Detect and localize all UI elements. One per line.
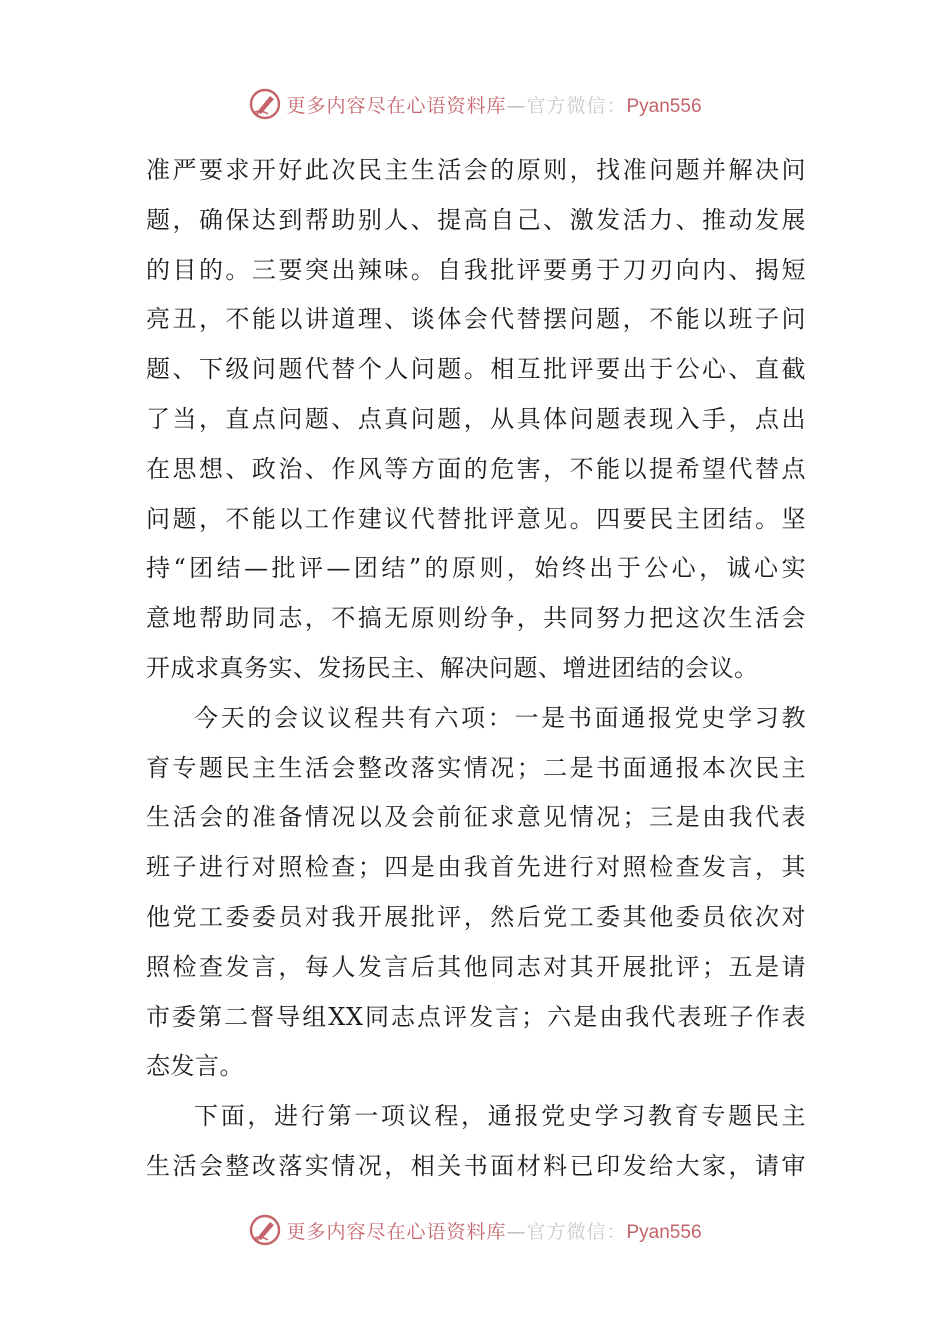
document-body xyxy=(146,146,806,1192)
text-line: 在思想、政治、作风等方面的危害，不能以提希望代替点 xyxy=(146,454,806,483)
watermark-text xyxy=(286,91,701,118)
text-line: 意地帮助同志，不搞无原则纷争，共同努力把这次生活会 xyxy=(146,604,806,633)
text-line: 的目的。三要突出辣味。自我批评要勇于刀刃向内、揭短 xyxy=(146,255,806,284)
text-line: 生活会的准备情况以及会前征求意见情况；三是由我代表 xyxy=(146,803,806,832)
text-line: 题，确保达到帮助别人、提高自己、激发活力、推动发展 xyxy=(146,205,806,234)
watermark-wechat-label: 官方微信： xyxy=(526,94,627,117)
watermark-wechat-id: Pyan556 xyxy=(626,95,702,117)
text-line: 了当，直点问题、点真问题，从具体问题表现入手，点出 xyxy=(146,404,806,433)
text-line: 下面，进行第一项议程，通报党史学习教育专题民主 xyxy=(194,1102,806,1131)
text-line: 问题，不能以工作建议代替批评意见。四要民主团结。坚 xyxy=(146,504,806,533)
watermark-dash: — xyxy=(506,1220,527,1243)
watermark-banner-top xyxy=(0,84,950,124)
text-line: 今天的会议议程共有六项：一是书面通报党史学习教 xyxy=(194,703,806,732)
text-line: 持“团结—批评—团结”的原则，始终出于公心，诚心实 xyxy=(146,554,806,583)
pen-logo-icon xyxy=(248,1213,282,1247)
watermark-wechat-id: Pyan556 xyxy=(626,1221,702,1243)
text-line: 班子进行对照检查；四是由我首先进行对照检查发言，其 xyxy=(146,853,806,882)
text-line: 育专题民主生活会整改落实情况；二是书面通报本次民主 xyxy=(146,753,806,782)
text-line: 市委第二督导组XX同志点评发言；六是由我代表班子作表 xyxy=(146,1002,806,1031)
watermark-text xyxy=(286,1217,701,1244)
watermark-banner-bottom xyxy=(0,1210,950,1250)
text-line: 态发言。 xyxy=(146,1052,244,1081)
pen-logo-icon xyxy=(248,87,282,121)
text-line: 准严要求开好此次民主生活会的原则，找准问题并解决问 xyxy=(146,156,806,184)
text-line: 亮丑，不能以讲道理、谈体会代替摆问题，不能以班子问 xyxy=(146,305,806,334)
watermark-dash: — xyxy=(506,94,527,117)
watermark-brand: 更多内容尽在心语资料库 xyxy=(286,1220,507,1243)
text-line: 开成求真务实、发扬民主、解决问题、增进团结的会议。 xyxy=(146,653,759,682)
text-line: 生活会整改落实情况，相关书面材料已印发给大家，请审 xyxy=(146,1151,806,1180)
watermark-brand: 更多内容尽在心语资料库 xyxy=(286,94,507,117)
watermark-wechat-label: 官方微信： xyxy=(526,1220,627,1243)
text-line: 题、下级问题代替个人问题。相互批评要出于公心、直截 xyxy=(146,355,806,384)
text-line: 照检查发言，每人发言后其他同志对其开展批评；五是请 xyxy=(146,952,806,981)
text-line: 他党工委委员对我开展批评，然后党工委其他委员依次对 xyxy=(146,902,806,931)
